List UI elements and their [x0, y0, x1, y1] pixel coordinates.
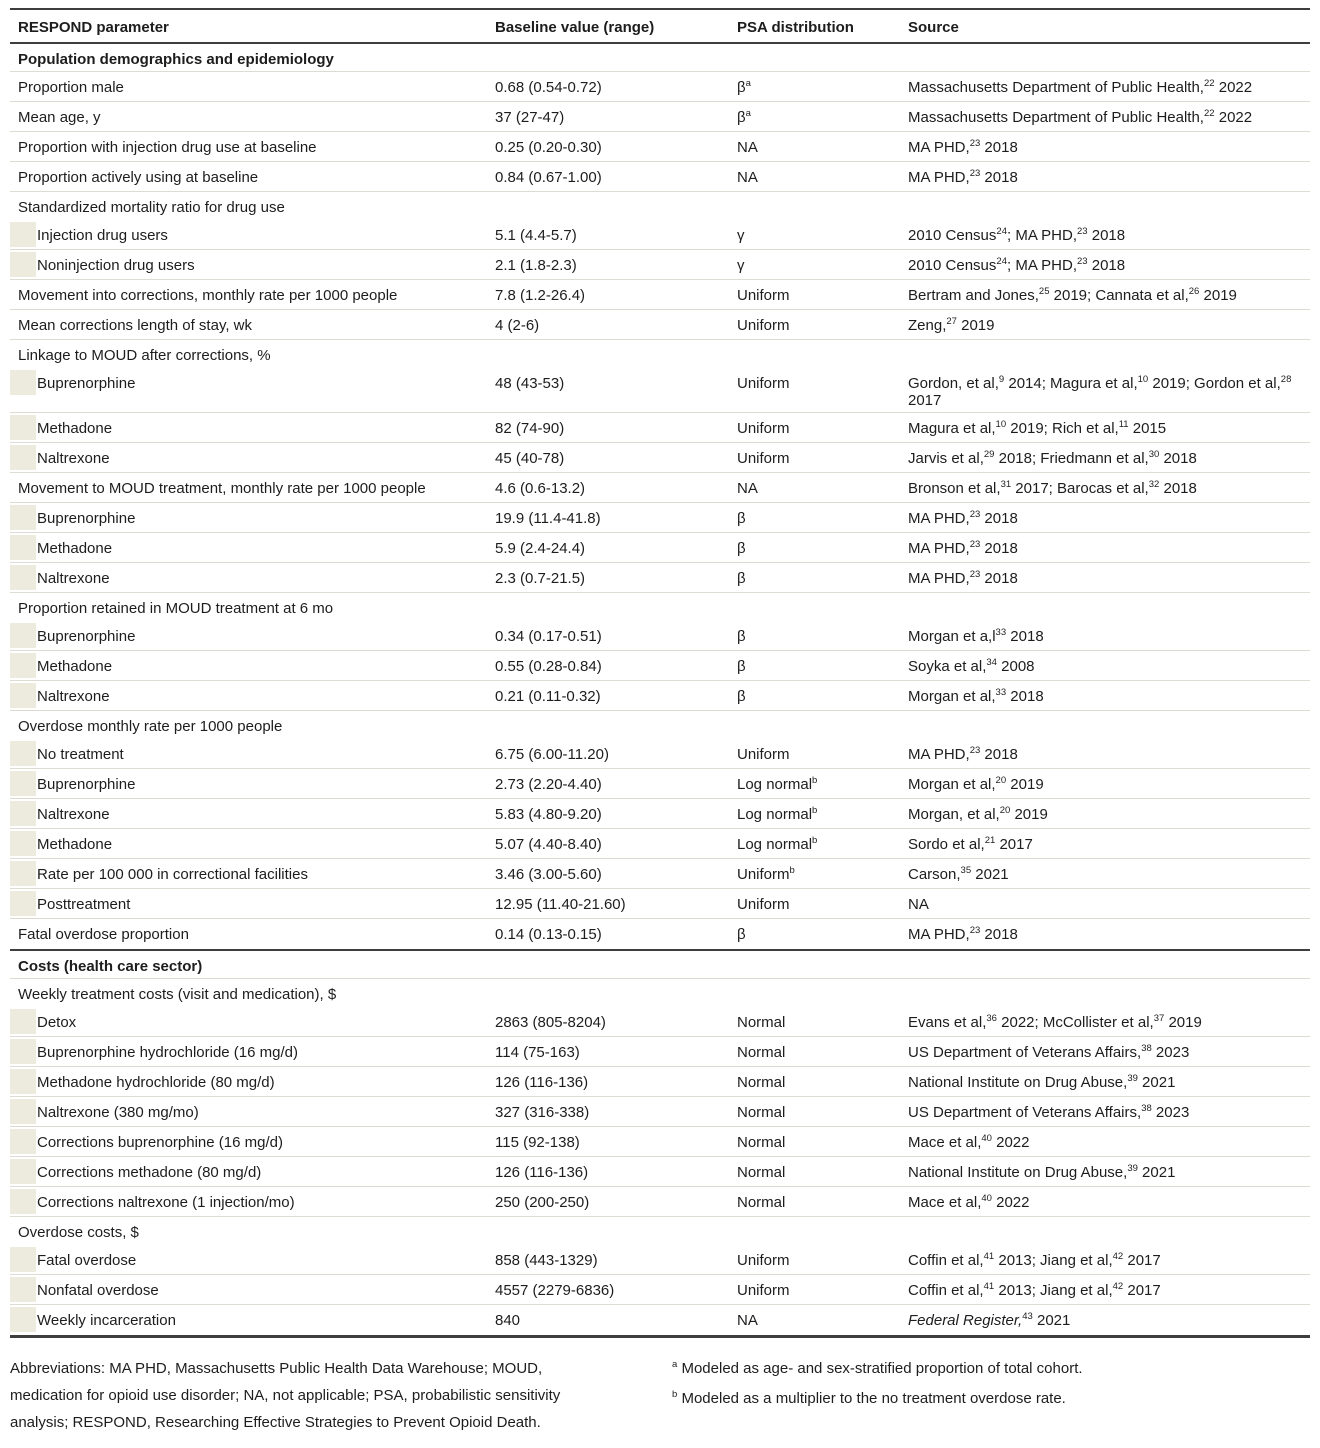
parameter-cell — [10, 836, 495, 853]
parameter-cell — [10, 658, 495, 675]
parameter-cell — [10, 806, 495, 823]
parameter-label: Methadone — [37, 836, 113, 853]
table-row — [10, 681, 1310, 711]
table-row — [10, 1157, 1310, 1187]
parameter-cell — [10, 1224, 495, 1241]
table-row — [10, 1067, 1310, 1097]
footnote-a: $^a$ Modeled as age- and sex-stratified proportion of total cohort. — [672, 1359, 1083, 1377]
parameter-cell — [10, 866, 495, 883]
table-row — [10, 711, 1310, 739]
baseline-value-cell: 82 (74-90) — [495, 420, 565, 437]
column-header-psa-distribution: PSA distribution — [737, 19, 854, 36]
psa-distribution-cell: NA — [737, 1312, 758, 1329]
source-cell — [908, 570, 1310, 587]
source-text: Morgan et al,$^{20}$ 2019 — [908, 775, 1044, 793]
source-cell — [908, 746, 1310, 763]
baseline-value-cell: 5.83 (4.80-9.20) — [495, 806, 602, 823]
table-row — [10, 220, 1310, 250]
table-row — [10, 829, 1310, 859]
source-text: 2010 Census$^{24}$; MA PHD,$^{23}$ 2018 — [908, 226, 1126, 244]
source-cell — [908, 866, 1310, 883]
source-cell — [908, 1104, 1310, 1121]
source-text: Bertram and Jones,$^{25}$ 2019; Cannata et al,$^{26}$ 2019 — [908, 286, 1237, 304]
parameter-cell — [10, 199, 495, 216]
parameter-cell — [10, 420, 495, 437]
table-row — [10, 310, 1310, 340]
psa-distribution-cell: β — [737, 658, 746, 675]
table-row — [10, 280, 1310, 310]
baseline-value-cell: 0.14 (0.13-0.15) — [495, 926, 602, 943]
table-row — [10, 769, 1310, 799]
source-cell — [908, 658, 1310, 675]
parameter-cell — [10, 1282, 495, 1299]
baseline-value-cell: 12.95 (11.40-21.60) — [495, 896, 626, 913]
parameter-label: Naltrexone — [37, 450, 110, 467]
table-row — [10, 368, 1310, 413]
parameter-label: Posttreatment — [37, 896, 131, 913]
parameter-label: Detox — [37, 1014, 77, 1031]
source-cell — [908, 169, 1310, 186]
source-cell — [908, 688, 1310, 705]
psa-distribution-cell: Normal — [737, 1104, 786, 1121]
parameter-label: Naltrexone (380 mg/mo) — [37, 1104, 199, 1121]
parameter-cell — [10, 510, 495, 527]
table-row — [10, 949, 1310, 979]
parameter-label: Nonfatal overdose — [37, 1282, 159, 1299]
source-italic-text: Federal Register, — [908, 1312, 1023, 1329]
table-row — [10, 44, 1310, 72]
parameter-label: Weekly incarceration — [37, 1312, 176, 1329]
parameter-label: No treatment — [37, 746, 124, 763]
source-text: Mace et al,$^{40}$ 2022 — [908, 1193, 1030, 1211]
source-cell — [908, 896, 1310, 913]
psa-distribution-cell: β — [737, 510, 746, 527]
parameter-label: Costs (health care sector) — [18, 958, 203, 975]
source-text: $^{43}$ 2021 — [1022, 1311, 1071, 1329]
table-row — [10, 1037, 1310, 1067]
table-row — [10, 1097, 1310, 1127]
source-text: Magura et al,$^{10}$ 2019; Rich et al,$^{11}$ 2015 — [908, 419, 1167, 437]
source-text: Mace et al,$^{40}$ 2022 — [908, 1133, 1030, 1151]
psa-distribution-cell: Uniform — [737, 896, 790, 913]
psa-distribution-cell: Uniform — [737, 317, 790, 334]
psa-distribution-cell: Uniform — [737, 450, 790, 467]
table-row — [10, 443, 1310, 473]
table-row — [10, 651, 1310, 681]
source-text: National Institute on Drug Abuse,$^{39}$ 2021 — [908, 1163, 1176, 1181]
psa-distribution-cell: $\beta^a$ — [737, 78, 751, 96]
parameter-label: Linkage to MOUD after corrections, % — [18, 347, 271, 364]
baseline-value-cell: 5.07 (4.40-8.40) — [495, 836, 602, 853]
baseline-value-cell: 0.21 (0.11-0.32) — [495, 688, 601, 705]
table-row — [10, 72, 1310, 102]
psa-distribution-cell: Normal — [737, 1164, 786, 1181]
source-cell — [908, 540, 1310, 557]
source-text: Coffin et al,$^{41}$ 2013; Jiang et al,$^{42}$ 2017 — [908, 1251, 1161, 1269]
table-row — [10, 413, 1310, 443]
source-cell — [908, 1194, 1310, 1211]
table-row — [10, 621, 1310, 651]
parameter-cell — [10, 926, 495, 943]
column-header-source: Source — [908, 19, 959, 36]
parameters-table — [10, 8, 1310, 1338]
baseline-value-cell: 4557 (2279-6836) — [495, 1282, 615, 1299]
parameter-cell — [10, 450, 495, 467]
parameter-label: Mean age, y — [18, 109, 101, 126]
parameter-cell — [10, 1194, 495, 1211]
psa-distribution-cell: Log normal$^b$ — [737, 775, 818, 793]
parameter-cell — [10, 896, 495, 913]
parameter-label: Proportion male — [18, 79, 124, 96]
psa-distribution-cell: Uniform — [737, 287, 790, 304]
parameter-label: Methadone hydrochloride (80 mg/d) — [37, 1074, 275, 1091]
parameter-cell — [10, 79, 495, 96]
table-row — [10, 1217, 1310, 1245]
baseline-value-cell: 2.1 (1.8-2.3) — [495, 257, 577, 274]
source-text: Massachusetts Department of Public Health,$^{22}$ 2022 — [908, 78, 1253, 96]
source-text: Coffin et al,$^{41}$ 2013; Jiang et al,$^{42}$ 2017 — [908, 1281, 1161, 1299]
source-cell — [908, 480, 1310, 497]
table-body — [10, 44, 1310, 1335]
psa-distribution-cell: NA — [737, 480, 758, 497]
table-row — [10, 1245, 1310, 1275]
footnote-b: $^b$ Modeled as a multiplier to the no treatment overdose rate. — [672, 1389, 1066, 1407]
baseline-value-cell: 4 (2-6) — [495, 317, 540, 334]
abbreviations-text: Abbreviations: MA PHD, Massachusetts Public Health Data Warehouse; MOUD, medication for opioid use disorder; NA, not applicable; PSA, probabilistic sensitivity analysis; RESPOND, Researching Effective Strategies to Prevent Opioid Death. — [10, 1360, 561, 1431]
table-row — [10, 1275, 1310, 1305]
parameter-label: Standardized mortality ratio for drug use — [18, 199, 285, 216]
source-text: US Department of Veterans Affairs,$^{38}$ 2023 — [908, 1043, 1190, 1061]
baseline-value-cell: 3.46 (3.00-5.60) — [495, 866, 602, 883]
parameter-cell — [10, 746, 495, 763]
table-row — [10, 889, 1310, 919]
parameter-label: Population demographics and epidemiology — [18, 51, 334, 68]
source-cell — [908, 510, 1310, 527]
psa-distribution-cell: Uniform — [737, 375, 790, 392]
source-text: MA PHD,$^{23}$ 2018 — [908, 168, 1018, 186]
source-text: NA — [908, 896, 929, 913]
parameter-cell — [10, 480, 495, 497]
source-cell — [908, 1134, 1310, 1151]
baseline-value-cell: 126 (116-136) — [495, 1164, 589, 1181]
source-text: Morgan et $a,l^{33}$ 2018 — [908, 627, 1044, 645]
psa-distribution-cell: β — [737, 688, 746, 705]
source-text: MA PHD,$^{23}$ 2018 — [908, 925, 1018, 943]
parameter-label: Overdose monthly rate per 1000 people — [18, 718, 283, 735]
source-text: Bronson et al,$^{31}$ 2017; Barocas et al,$^{32}$ 2018 — [908, 479, 1197, 497]
parameter-label: Fatal overdose proportion — [18, 926, 189, 943]
source-text: US Department of Veterans Affairs,$^{38}$ 2023 — [908, 1103, 1190, 1121]
psa-distribution-cell: Normal — [737, 1014, 786, 1031]
baseline-value-cell: 327 (316-338) — [495, 1104, 590, 1121]
source-cell — [908, 79, 1310, 96]
source-text: MA PHD,$^{23}$ 2018 — [908, 569, 1018, 587]
psa-distribution-cell: β — [737, 570, 746, 587]
source-text: MA PHD,$^{23}$ 2018 — [908, 509, 1018, 527]
psa-distribution-cell: NA — [737, 139, 758, 156]
source-text: MA PHD,$^{23}$ 2018 — [908, 539, 1018, 557]
source-cell — [908, 628, 1310, 645]
parameter-label: Naltrexone — [37, 688, 110, 705]
parameter-cell — [10, 688, 495, 705]
parameter-label: Methadone — [37, 658, 113, 675]
source-cell — [908, 776, 1310, 793]
parameter-cell — [10, 600, 495, 617]
psa-distribution-cell: Normal — [737, 1194, 786, 1211]
source-cell — [908, 450, 1310, 467]
parameter-label: Proportion actively using at baseline — [18, 169, 259, 186]
baseline-value-cell: 115 (92-138) — [495, 1134, 580, 1151]
table-row — [10, 859, 1310, 889]
parameter-label: Corrections methadone (80 mg/d) — [37, 1164, 262, 1181]
footnotes-block — [672, 1355, 1292, 1436]
psa-distribution-cell: Uniform — [737, 420, 790, 437]
baseline-value-cell: 840 — [495, 1312, 521, 1329]
source-cell — [908, 257, 1310, 274]
baseline-value-cell: 4.6 (0.6-13.2) — [495, 480, 586, 497]
baseline-value-cell: 250 (200-250) — [495, 1194, 590, 1211]
parameter-label: Mean corrections length of stay, wk — [18, 317, 252, 334]
source-text: Carson,$^{35}$ 2021 — [908, 865, 1009, 883]
source-cell — [908, 1164, 1310, 1181]
source-text: Jarvis et al,$^{29}$ 2018; Friedmann et al,$^{30}$ 2018 — [908, 449, 1197, 467]
parameter-cell — [10, 139, 495, 156]
parameter-cell — [10, 986, 495, 1003]
source-cell — [908, 109, 1310, 126]
source-cell — [908, 227, 1310, 244]
source-text: Morgan, et al,$^{20}$ 2019 — [908, 805, 1048, 823]
parameter-label: Injection drug users — [37, 227, 168, 244]
parameter-label: Buprenorphine — [37, 510, 136, 527]
baseline-value-cell: 858 (443-1329) — [495, 1252, 598, 1269]
parameter-cell — [10, 958, 495, 975]
baseline-value-cell: 0.25 (0.20-0.30) — [495, 139, 602, 156]
baseline-value-cell: 6.75 (6.00-11.20) — [495, 746, 609, 763]
baseline-value-cell: 2.73 (2.20-4.40) — [495, 776, 602, 793]
psa-distribution-cell: β — [737, 540, 746, 557]
psa-distribution-cell: β — [737, 628, 746, 645]
psa-distribution-cell: β — [737, 926, 746, 943]
parameter-cell — [10, 227, 495, 244]
table-row — [10, 192, 1310, 220]
table-header-row — [10, 10, 1310, 44]
table-row — [10, 340, 1310, 368]
parameter-cell — [10, 1134, 495, 1151]
parameter-cell — [10, 109, 495, 126]
parameter-cell — [10, 169, 495, 186]
psa-distribution-cell: γ — [737, 227, 745, 244]
parameter-cell — [10, 540, 495, 557]
psa-distribution-cell: $\beta^a$ — [737, 108, 751, 126]
parameter-label: Proportion retained in MOUD treatment at 6 mo — [18, 600, 334, 617]
table-row — [10, 563, 1310, 593]
source-text: Morgan et al,$^{33}$ 2018 — [908, 687, 1044, 705]
parameter-label: Overdose costs, $ — [18, 1224, 139, 1241]
table-row — [10, 132, 1310, 162]
psa-distribution-cell: Uniform$^b$ — [737, 865, 795, 883]
baseline-value-cell: 19.9 (11.4-41.8) — [495, 510, 601, 527]
parameter-cell — [10, 1312, 495, 1329]
parameter-cell — [10, 375, 495, 392]
source-text: Evans et al,$^{36}$ 2022; McCollister et al,$^{37}$ 2019 — [908, 1013, 1202, 1031]
psa-distribution-cell: NA — [737, 169, 758, 186]
parameter-label: Buprenorphine — [37, 776, 136, 793]
parameter-label: Naltrexone — [37, 806, 110, 823]
parameter-label: Movement to MOUD treatment, monthly rate per 1000 people — [18, 480, 426, 497]
table-row — [10, 162, 1310, 192]
baseline-value-cell: 7.8 (1.2-26.4) — [495, 287, 586, 304]
table-row — [10, 1007, 1310, 1037]
parameter-cell — [10, 1104, 495, 1121]
parameter-label: Corrections buprenorphine (16 mg/d) — [37, 1134, 283, 1151]
source-cell — [908, 420, 1310, 437]
parameter-cell — [10, 317, 495, 334]
psa-distribution-cell: Normal — [737, 1074, 786, 1091]
parameter-cell — [10, 776, 495, 793]
parameter-label: Buprenorphine — [37, 628, 136, 645]
baseline-value-cell: 2863 (805-8204) — [495, 1014, 606, 1031]
parameter-label: Noninjection drug users — [37, 257, 195, 274]
source-cell — [908, 806, 1310, 823]
table-row — [10, 919, 1310, 949]
baseline-value-cell: 0.34 (0.17-0.51) — [495, 628, 602, 645]
psa-distribution-cell: Normal — [737, 1134, 786, 1151]
table-row — [10, 503, 1310, 533]
table-row — [10, 1187, 1310, 1217]
table-row — [10, 102, 1310, 132]
source-text: Zeng,$^{27}$ 2019 — [908, 316, 995, 334]
baseline-value-cell: 0.68 (0.54-0.72) — [495, 79, 602, 96]
table-row — [10, 979, 1310, 1007]
table-footer — [10, 1355, 1310, 1436]
table-row — [10, 250, 1310, 280]
parameter-cell — [10, 1044, 495, 1061]
baseline-value-cell: 5.9 (2.4-24.4) — [495, 540, 586, 557]
source-cell — [908, 1252, 1310, 1269]
parameter-cell — [10, 570, 495, 587]
psa-distribution-cell: Uniform — [737, 1252, 790, 1269]
abbreviations-block — [10, 1355, 610, 1436]
parameter-cell — [10, 1074, 495, 1091]
psa-distribution-cell: Log normal$^b$ — [737, 805, 818, 823]
column-header-baseline-value: Baseline value (range) — [495, 19, 655, 36]
psa-distribution-cell: Log normal$^b$ — [737, 835, 818, 853]
parameter-label: Naltrexone — [37, 570, 110, 587]
table-row — [10, 1127, 1310, 1157]
baseline-value-cell: 114 (75-163) — [495, 1044, 580, 1061]
source-text: National Institute on Drug Abuse,$^{39}$ 2021 — [908, 1073, 1176, 1091]
parameter-cell — [10, 628, 495, 645]
parameter-label: Methadone — [37, 420, 113, 437]
baseline-value-cell: 126 (116-136) — [495, 1074, 589, 1091]
table-row — [10, 533, 1310, 563]
source-cell — [908, 1282, 1310, 1299]
source-cell — [908, 287, 1310, 304]
source-cell — [908, 1044, 1310, 1061]
source-cell — [908, 926, 1310, 943]
table-row — [10, 473, 1310, 503]
source-text: Gordon, et al,$^9$ 2014; Magura et al,$^{10}$ 2019; Gordon et al,$^{28}$ 2017 — [908, 374, 1292, 409]
baseline-value-cell: 37 (27-47) — [495, 109, 565, 126]
parameter-cell — [10, 718, 495, 735]
baseline-value-cell: 5.1 (4.4-5.7) — [495, 227, 577, 244]
parameter-label: Corrections naltrexone (1 injection/mo) — [37, 1194, 295, 1211]
psa-distribution-cell: Uniform — [737, 746, 790, 763]
baseline-value-cell: 0.84 (0.67-1.00) — [495, 169, 602, 186]
parameter-label: Weekly treatment costs (visit and medication), $ — [18, 986, 337, 1003]
source-text: MA PHD,$^{23}$ 2018 — [908, 745, 1018, 763]
psa-distribution-cell: Uniform — [737, 1282, 790, 1299]
source-text: Soyka et al,$^{34}$ 2008 — [908, 657, 1035, 675]
source-cell — [908, 139, 1310, 156]
table-row — [10, 1305, 1310, 1335]
parameter-cell — [10, 1014, 495, 1031]
parameter-label: Buprenorphine — [37, 375, 136, 392]
parameter-label: Methadone — [37, 540, 113, 557]
source-cell — [908, 836, 1310, 853]
source-cell — [908, 1312, 1310, 1329]
table-row — [10, 739, 1310, 769]
table-row — [10, 799, 1310, 829]
psa-distribution-cell: Normal — [737, 1044, 786, 1061]
column-header-parameter: RESPOND parameter — [18, 19, 169, 36]
source-text: Sordo et al,$^{21}$ 2017 — [908, 835, 1033, 853]
baseline-value-cell: 45 (40-78) — [495, 450, 565, 467]
parameter-cell — [10, 1252, 495, 1269]
baseline-value-cell: 48 (43-53) — [495, 375, 565, 392]
source-cell — [908, 1074, 1310, 1091]
parameter-cell — [10, 51, 495, 68]
source-cell — [908, 1014, 1310, 1031]
source-text: 2010 Census$^{24}$; MA PHD,$^{23}$ 2018 — [908, 256, 1126, 274]
baseline-value-cell: 0.55 (0.28-0.84) — [495, 658, 602, 675]
parameter-label: Rate per 100 000 in correctional facilities — [37, 866, 308, 883]
parameter-label: Movement into corrections, monthly rate per 1000 people — [18, 287, 398, 304]
parameter-cell — [10, 347, 495, 364]
parameter-cell — [10, 257, 495, 274]
psa-distribution-cell: γ — [737, 257, 745, 274]
baseline-value-cell: 2.3 (0.7-21.5) — [495, 570, 586, 587]
source-cell — [908, 317, 1310, 334]
parameter-label: Buprenorphine hydrochloride (16 mg/d) — [37, 1044, 298, 1061]
source-cell — [908, 375, 1310, 409]
parameter-label: Fatal overdose — [37, 1252, 137, 1269]
table-row — [10, 593, 1310, 621]
source-text: Massachusetts Department of Public Health,$^{22}$ 2022 — [908, 108, 1253, 126]
parameter-cell — [10, 1164, 495, 1181]
parameter-label: Proportion with injection drug use at baseline — [18, 139, 317, 156]
source-text: MA PHD,$^{23}$ 2018 — [908, 138, 1018, 156]
parameter-cell — [10, 287, 495, 304]
